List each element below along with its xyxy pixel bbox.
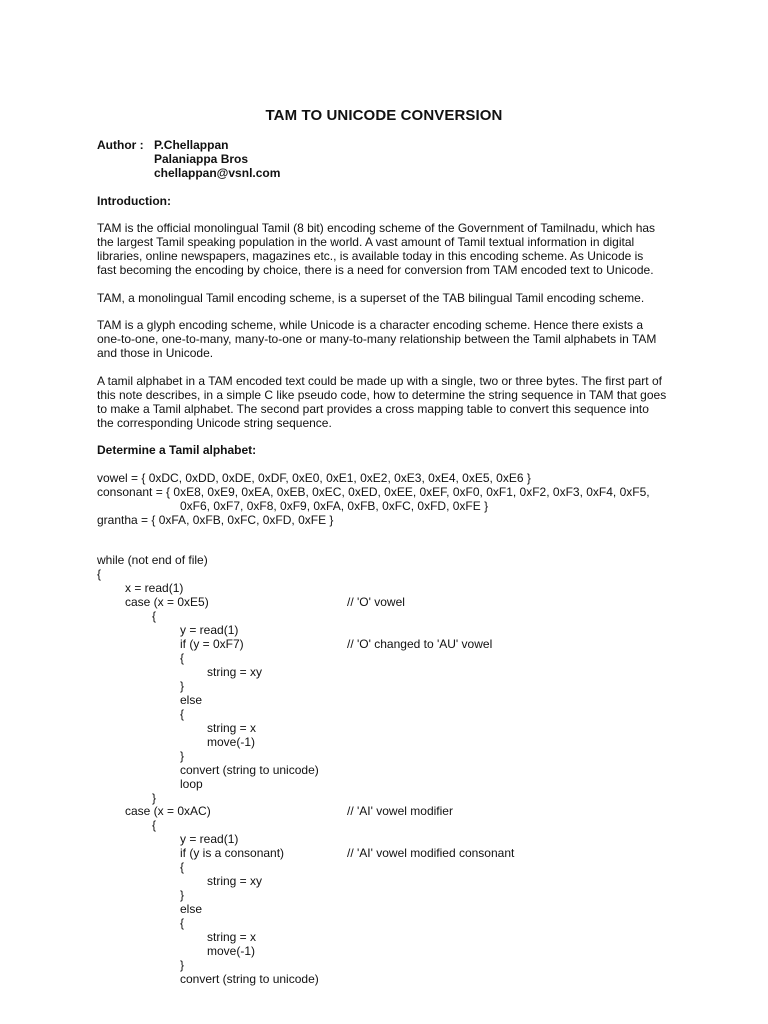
code-line: } xyxy=(180,958,185,972)
paragraph: A tamil alphabet in a TAM encoded text could be made up with a single, two or three bytes. The first part of this note describes, in a simple C like pseudo code, how to determine the string sequence in TAM that goes to make a Tamil alphabet. The second part provides a cross mapping table to convert this sequence into the corresponding Unicode string sequence. xyxy=(97,374,667,430)
code-line: { xyxy=(180,651,185,665)
code-line: string = x xyxy=(207,930,257,944)
code-line: string = x xyxy=(207,721,257,735)
code-line: y = read(1) xyxy=(180,832,239,846)
vowel-set: vowel = { 0xDC, 0xDD, 0xDE, 0xDF, 0xE0, 0xE1, 0xE2, 0xE3, 0xE4, 0xE5, 0xE6 } xyxy=(97,471,531,485)
code-line: case (x = 0xE5) xyxy=(125,595,209,609)
code-line: move(-1) xyxy=(207,944,256,958)
code-line: { xyxy=(180,916,185,930)
code-line: move(-1) xyxy=(207,735,256,749)
consonant-set-continued: 0xF6, 0xF7, 0xF8, 0xF9, 0xFA, 0xFB, 0xFC, 0xFD, 0xFE } xyxy=(180,499,489,513)
code-line: } xyxy=(180,679,185,693)
grantha-set: grantha = { 0xFA, 0xFB, 0xFC, 0xFD, 0xFE } xyxy=(97,513,334,527)
code-line: convert (string to unicode) xyxy=(180,763,319,777)
intro-heading: Introduction: xyxy=(97,194,171,208)
code-line: y = read(1) xyxy=(180,623,239,637)
code-line: } xyxy=(180,749,185,763)
code-line: if (y = 0xF7) xyxy=(180,637,244,651)
document-title: TAM TO UNICODE CONVERSION xyxy=(265,107,503,124)
code-line: convert (string to unicode) xyxy=(180,972,319,986)
code-line: } xyxy=(180,888,185,902)
code-comment: // 'AI' vowel modified consonant xyxy=(347,846,515,860)
code-line: loop xyxy=(180,777,203,791)
code-line: while (not end of file) xyxy=(97,553,208,567)
code-line: x = read(1) xyxy=(125,581,184,595)
author-name: P.Chellappan xyxy=(154,138,229,152)
code-line: string = xy xyxy=(207,665,263,679)
paragraph: TAM is the official monolingual Tamil (8 bit) encoding scheme of the Government of Tamilnadu, which has the largest Tamil speaking population in the world. A vast amount of Tamil textual information in digital libraries, online newspapers, magazines etc., is available today in this encoding scheme. As Unicode is fast becoming the encoding by choice, there is a need for conversion from TAM encoded text to Unicode. xyxy=(97,221,656,277)
code-line: string = xy xyxy=(207,874,263,888)
code-line: { xyxy=(152,818,157,832)
code-comment: // 'AI' vowel modifier xyxy=(347,804,453,818)
paragraph: TAM, a monolingual Tamil encoding scheme, is a superset of the TAB bilingual Tamil encoding scheme. xyxy=(97,291,645,305)
code-line: else xyxy=(180,902,203,916)
author-label: Author : xyxy=(97,138,144,152)
code-line: if (y is a consonant) xyxy=(180,846,285,860)
code-line: { xyxy=(152,609,157,623)
section-heading: Determine a Tamil alphabet: xyxy=(97,443,257,457)
code-line: { xyxy=(180,707,185,721)
code-line: case (x = 0xAC) xyxy=(125,804,211,818)
author-email: chellappan@vsnl.com xyxy=(154,166,281,180)
code-line: else xyxy=(180,693,203,707)
paragraph: TAM is a glyph encoding scheme, while Unicode is a character encoding scheme. Hence there exists a one-to-one, one-to-many, many-to-one or many-to-many relationship between the Tamil alphabets in TAM and those in Unicode. xyxy=(97,318,657,360)
code-line: } xyxy=(152,791,157,805)
consonant-set: consonant = { 0xE8, 0xE9, 0xEA, 0xEB, 0xEC, 0xED, 0xEE, 0xEF, 0xF0, 0xF1, 0xF2, 0xF3, 0xF4, 0xF5, xyxy=(97,485,650,499)
author-company: Palaniappa Bros xyxy=(154,152,249,166)
code-comment: // 'O' vowel xyxy=(347,595,405,609)
code-line: { xyxy=(180,860,185,874)
code-line: { xyxy=(97,567,102,581)
code-comment: // 'O' changed to 'AU' vowel xyxy=(347,637,493,651)
